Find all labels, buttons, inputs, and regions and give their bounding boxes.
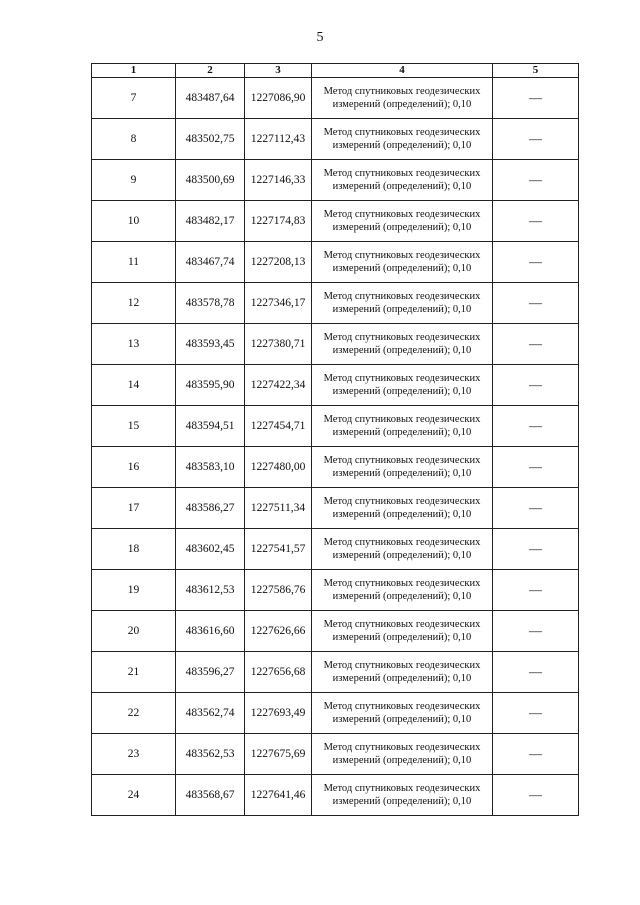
table-row <box>92 119 579 160</box>
column-header-2: 2 <box>176 64 245 78</box>
y-coordinate-cell: 1227541,57 <box>245 529 312 570</box>
point-number-cell: 12 <box>92 283 176 324</box>
method-cell: Метод спутниковых геодезических измерений (определений); 0,10 <box>312 242 493 283</box>
x-coordinate-cell: 483602,45 <box>176 529 245 570</box>
x-coordinate-cell: 483500,69 <box>176 160 245 201</box>
point-number-cell: 17 <box>92 488 176 529</box>
x-coordinate-cell: 483578,78 <box>176 283 245 324</box>
note-cell: — <box>493 570 579 611</box>
point-number-cell: 22 <box>92 693 176 734</box>
y-coordinate-cell: 1227422,34 <box>245 365 312 406</box>
x-coordinate-cell: 483612,53 <box>176 570 245 611</box>
y-coordinate-cell: 1227480,00 <box>245 447 312 488</box>
x-coordinate-cell: 483596,27 <box>176 652 245 693</box>
method-cell: Метод спутниковых геодезических измерений (определений); 0,10 <box>312 734 493 775</box>
table-row <box>92 160 579 201</box>
point-number-cell: 10 <box>92 201 176 242</box>
y-coordinate-cell: 1227454,71 <box>245 406 312 447</box>
table-row <box>92 242 579 283</box>
method-cell: Метод спутниковых геодезических измерений (определений); 0,10 <box>312 775 493 816</box>
column-header-3: 3 <box>245 64 312 78</box>
y-coordinate-cell: 1227086,90 <box>245 78 312 119</box>
note-cell: — <box>493 775 579 816</box>
y-coordinate-cell: 1227346,17 <box>245 283 312 324</box>
point-number-cell: 15 <box>92 406 176 447</box>
point-number-cell: 24 <box>92 775 176 816</box>
point-number-cell: 19 <box>92 570 176 611</box>
method-cell: Метод спутниковых геодезических измерений (определений); 0,10 <box>312 652 493 693</box>
point-number-cell: 13 <box>92 324 176 365</box>
y-coordinate-cell: 1227626,66 <box>245 611 312 652</box>
method-cell: Метод спутниковых геодезических измерений (определений); 0,10 <box>312 160 493 201</box>
y-coordinate-cell: 1227511,34 <box>245 488 312 529</box>
table-row <box>92 734 579 775</box>
method-cell: Метод спутниковых геодезических измерений (определений); 0,10 <box>312 283 493 324</box>
method-cell: Метод спутниковых геодезических измерений (определений); 0,10 <box>312 693 493 734</box>
note-cell: — <box>493 529 579 570</box>
y-coordinate-cell: 1227675,69 <box>245 734 312 775</box>
method-cell: Метод спутниковых геодезических измерений (определений); 0,10 <box>312 570 493 611</box>
x-coordinate-cell: 483502,75 <box>176 119 245 160</box>
x-coordinate-cell: 483482,17 <box>176 201 245 242</box>
table-row <box>92 201 579 242</box>
table-row <box>92 529 579 570</box>
method-cell: Метод спутниковых геодезических измерений (определений); 0,10 <box>312 447 493 488</box>
table-row <box>92 406 579 447</box>
method-cell: Метод спутниковых геодезических измерений (определений); 0,10 <box>312 78 493 119</box>
y-coordinate-cell: 1227586,76 <box>245 570 312 611</box>
note-cell: — <box>493 693 579 734</box>
point-number-cell: 16 <box>92 447 176 488</box>
table-row <box>92 365 579 406</box>
x-coordinate-cell: 483562,53 <box>176 734 245 775</box>
method-cell: Метод спутниковых геодезических измерений (определений); 0,10 <box>312 324 493 365</box>
x-coordinate-cell: 483467,74 <box>176 242 245 283</box>
point-number-cell: 7 <box>92 78 176 119</box>
point-number-cell: 8 <box>92 119 176 160</box>
table-row <box>92 611 579 652</box>
note-cell: — <box>493 242 579 283</box>
x-coordinate-cell: 483583,10 <box>176 447 245 488</box>
method-cell: Метод спутниковых геодезических измерений (определений); 0,10 <box>312 406 493 447</box>
column-header-5: 5 <box>493 64 579 78</box>
point-number-cell: 21 <box>92 652 176 693</box>
x-coordinate-cell: 483593,45 <box>176 324 245 365</box>
note-cell: — <box>493 447 579 488</box>
note-cell: — <box>493 160 579 201</box>
table-row <box>92 488 579 529</box>
table-row <box>92 693 579 734</box>
note-cell: — <box>493 734 579 775</box>
note-cell: — <box>493 406 579 447</box>
y-coordinate-cell: 1227174,83 <box>245 201 312 242</box>
x-coordinate-cell: 483487,64 <box>176 78 245 119</box>
table-row <box>92 283 579 324</box>
point-number-cell: 20 <box>92 611 176 652</box>
point-number-cell: 23 <box>92 734 176 775</box>
column-header-4: 4 <box>312 64 493 78</box>
point-number-cell: 11 <box>92 242 176 283</box>
x-coordinate-cell: 483562,74 <box>176 693 245 734</box>
y-coordinate-cell: 1227380,71 <box>245 324 312 365</box>
x-coordinate-cell: 483595,90 <box>176 365 245 406</box>
x-coordinate-cell: 483586,27 <box>176 488 245 529</box>
y-coordinate-cell: 1227208,13 <box>245 242 312 283</box>
page-number: 5 <box>316 30 324 45</box>
point-number-cell: 9 <box>92 160 176 201</box>
note-cell: — <box>493 78 579 119</box>
note-cell: — <box>493 611 579 652</box>
method-cell: Метод спутниковых геодезических измерений (определений); 0,10 <box>312 119 493 160</box>
column-header-1: 1 <box>92 64 176 78</box>
method-cell: Метод спутниковых геодезических измерений (определений); 0,10 <box>312 365 493 406</box>
table-row <box>92 570 579 611</box>
method-cell: Метод спутниковых геодезических измерений (определений); 0,10 <box>312 611 493 652</box>
x-coordinate-cell: 483594,51 <box>176 406 245 447</box>
header-row <box>92 64 579 78</box>
note-cell: — <box>493 488 579 529</box>
y-coordinate-cell: 1227146,33 <box>245 160 312 201</box>
coordinates-table <box>91 63 579 816</box>
point-number-cell: 18 <box>92 529 176 570</box>
y-coordinate-cell: 1227693,49 <box>245 693 312 734</box>
note-cell: — <box>493 324 579 365</box>
table-row <box>92 447 579 488</box>
y-coordinate-cell: 1227656,68 <box>245 652 312 693</box>
y-coordinate-cell: 1227112,43 <box>245 119 312 160</box>
table-row <box>92 775 579 816</box>
method-cell: Метод спутниковых геодезических измерений (определений); 0,10 <box>312 488 493 529</box>
table-row <box>92 652 579 693</box>
method-cell: Метод спутниковых геодезических измерений (определений); 0,10 <box>312 201 493 242</box>
note-cell: — <box>493 652 579 693</box>
y-coordinate-cell: 1227641,46 <box>245 775 312 816</box>
x-coordinate-cell: 483568,67 <box>176 775 245 816</box>
table-row <box>92 324 579 365</box>
note-cell: — <box>493 365 579 406</box>
note-cell: — <box>493 119 579 160</box>
note-cell: — <box>493 283 579 324</box>
table-row <box>92 78 579 119</box>
point-number-cell: 14 <box>92 365 176 406</box>
note-cell: — <box>493 201 579 242</box>
x-coordinate-cell: 483616,60 <box>176 611 245 652</box>
method-cell: Метод спутниковых геодезических измерений (определений); 0,10 <box>312 529 493 570</box>
